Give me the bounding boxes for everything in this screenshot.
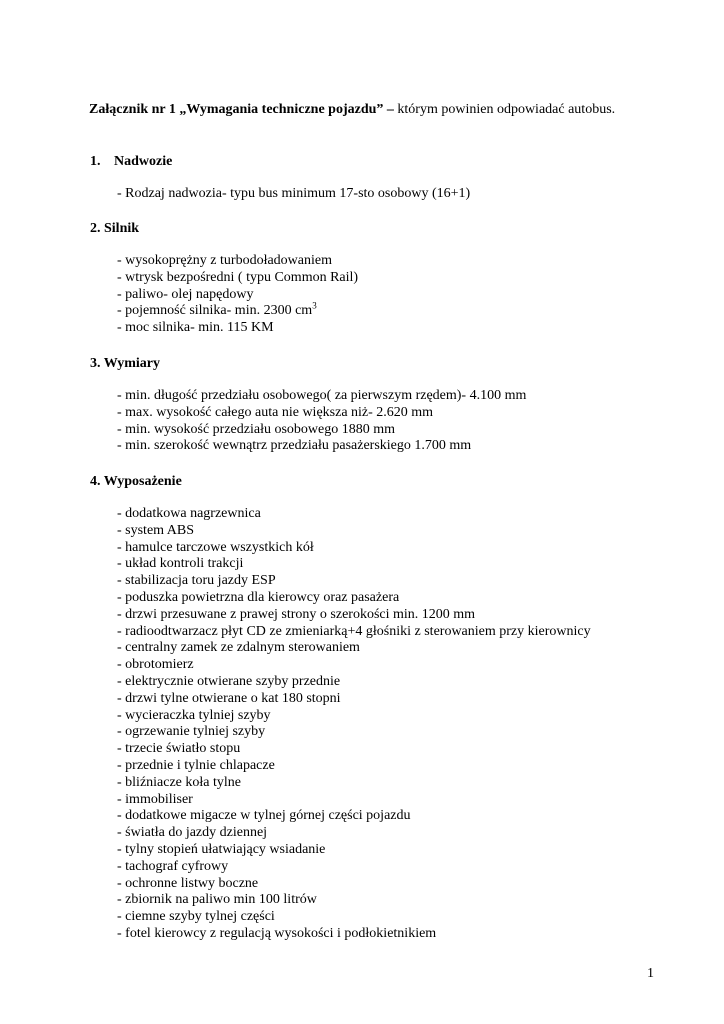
list-item: - system ABS <box>117 522 195 538</box>
section-title-text: Wymiary <box>103 356 160 371</box>
list-item: - wysokoprężny z turbodoładowaniem <box>117 253 332 268</box>
section-title-text: Wyposażenie <box>103 474 182 489</box>
heading-regular-text: którym powinien odpowiadać autobus. <box>393 102 616 117</box>
list-item: - min. szerokość wewnątrz przedziału pasażerskiego 1.700 mm <box>117 438 472 454</box>
list-item: - drzwi tylne otwierane o kat 180 stopni <box>117 690 341 706</box>
section-title-text: Nadwozie <box>114 154 173 169</box>
list-item: - przednie i tylnie chlapacze <box>117 757 275 773</box>
list-item: - tylny stopień ułatwiający wsiadanie <box>117 841 326 857</box>
list-item: - Rodzaj nadwozia- typu bus minimum 17-sto osobowy (16+1) <box>117 186 471 201</box>
list-item: - stabilizacja toru jazdy ESP <box>117 573 276 589</box>
capacity-superscript: 3 <box>312 300 317 311</box>
section-list-wyposazenie <box>117 506 591 943</box>
list-item: - dodatkowe migacze w tylnej górnej części pojazdu <box>117 808 411 824</box>
section-list-wymiary <box>117 388 526 455</box>
section-number: 3. <box>90 356 101 371</box>
list-item: - radioodtwarzacz płyt CD ze zmieniarką+4 głośniki z sterowaniem przy kierownicy <box>117 623 591 639</box>
section-number: 1. <box>90 154 101 169</box>
list-item: - immobiliser <box>117 791 193 807</box>
list-item: - poduszka powietrzna dla kierowcy oraz pasażera <box>117 589 400 605</box>
list-item: - centralny zamek ze zdalnym sterowaniem <box>117 640 360 656</box>
list-item: - zbiornik na paliwo min 100 litrów <box>117 892 317 908</box>
list-item: - wycieraczka tylniej szyby <box>117 707 271 723</box>
list-item: - wtrysk bezpośredni ( typu Common Rail) <box>117 269 359 285</box>
list-item: - elektrycznie otwierane szyby przednie <box>117 673 341 689</box>
list-item: - paliwo- olej napędowy <box>117 286 254 302</box>
section-number: 2. <box>90 221 101 236</box>
list-item: - obrotomierz <box>117 657 194 673</box>
list-item: - hamulce tarczowe wszystkich kół <box>117 539 314 555</box>
section-title-silnik <box>90 220 139 237</box>
list-item: - max. wysokość całego auta nie większa niż- 2.620 mm <box>117 404 434 420</box>
list-item: - światła do jazdy dziennej <box>117 825 268 841</box>
list-item: - dodatkowa nagrzewnica <box>117 506 261 521</box>
list-item: - drzwi przesuwane z prawej strony o szerokości min. 1200 mm <box>117 606 476 622</box>
list-item: - fotel kierowcy z regulacją wysokości i podłokietnikiem <box>117 925 437 941</box>
list-item: - min. długość przedziału osobowego( za pierwszym rzędem)- 4.100 mm <box>117 388 527 403</box>
list-item: - ciemne szyby tylnej części <box>117 909 275 925</box>
list-item: - ogrzewanie tylniej szyby <box>117 724 266 740</box>
list-item <box>117 300 358 320</box>
list-item: - trzecie światło stopu <box>117 741 241 757</box>
section-list-nadwozie <box>117 186 470 203</box>
section-title-wymiary <box>90 355 160 372</box>
list-item: - min. wysokość przedziału osobowego 1880 mm <box>117 421 396 437</box>
section-title-nadwozie <box>90 153 172 170</box>
list-item: - tachograf cyfrowy <box>117 858 229 874</box>
section-title-wyposazenie <box>90 473 182 490</box>
document-heading <box>89 101 615 118</box>
list-item: - układ kontroli trakcji <box>117 556 244 572</box>
section-title-text: Silnik <box>104 221 140 236</box>
section-list-silnik <box>117 253 358 337</box>
capacity-text: - pojemność silnika- min. 2300 cm <box>117 303 313 319</box>
list-item: - bliźniacze koła tylne <box>117 774 241 790</box>
page-number: 1 <box>647 966 654 981</box>
section-number: 4. <box>90 474 101 489</box>
heading-bold-text: Załącznik nr 1 „Wymagania techniczne pojazdu” – <box>89 102 394 117</box>
list-item: - ochronne listwy boczne <box>117 875 259 891</box>
list-item: - moc silnika- min. 115 KM <box>117 320 274 336</box>
